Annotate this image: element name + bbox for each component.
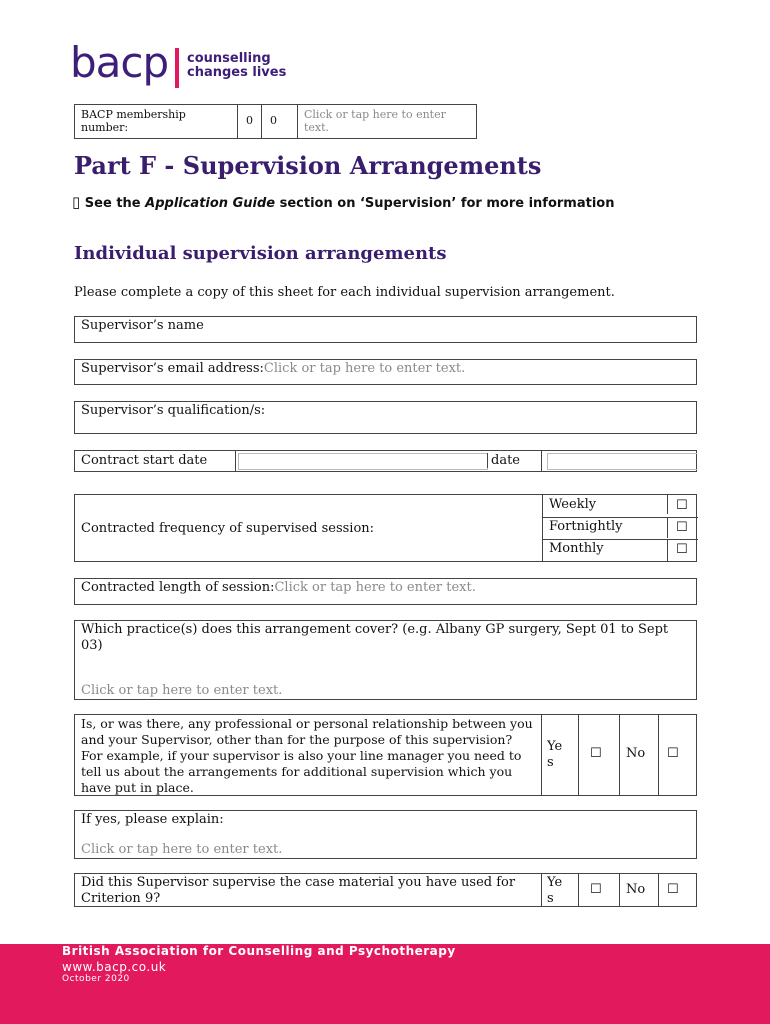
frequency-options <box>542 495 697 561</box>
footer-url[interactable]: www.bacp.co.uk <box>62 960 167 974</box>
criterion-question: Did this Supervisor supervise the case material you have used for Criterion 9? <box>81 875 516 906</box>
practice-field[interactable]: Which practice(s) does this arrangement cover? (e.g. Albany GP surgery, Sept 01 to Sept 03) Click or tap here to enter text. <box>74 620 697 700</box>
contract-dates-row <box>74 450 697 472</box>
criterion-no-label: No <box>619 874 658 906</box>
supervisor-name-field[interactable]: Supervisor’s name <box>74 316 697 343</box>
contract-end-label: date <box>487 453 520 468</box>
checkbox-weekly[interactable]: ☐ <box>667 495 698 514</box>
relationship-yes-label: Yes <box>541 715 578 795</box>
logo-brand: bacp <box>70 38 169 87</box>
logo-tagline-1: counselling <box>187 51 271 66</box>
membership-table <box>74 104 477 139</box>
explain-field[interactable]: If yes, please explain: Click or tap here to enter text. <box>74 810 697 859</box>
frequency-weekly[interactable]: Weekly ☐ <box>543 495 698 518</box>
membership-label: BACP membership number: <box>81 108 186 134</box>
footer-org: British Association for Counselling and Psychotherapy <box>62 944 456 958</box>
guide-note: ▯ See the Application Guide section on ‘Supervision’ for more information <box>72 193 615 211</box>
footer <box>0 944 770 1024</box>
membership-digit-1[interactable]: 0 <box>237 105 261 138</box>
contract-start-label: Contract start date <box>81 453 208 468</box>
info-icon: ▯ <box>72 193 81 211</box>
frequency-monthly[interactable]: Monthly ☐ <box>543 539 698 561</box>
criterion-yes-label: Yes <box>541 874 578 906</box>
criterion-no-checkbox[interactable]: ☐ <box>658 874 696 906</box>
section-title: Individual supervision arrangements <box>74 243 447 264</box>
intro-text: Please complete a copy of this sheet for each individual supervision arrangement. <box>74 285 615 300</box>
checkbox-fortnightly[interactable]: ☐ <box>667 517 698 538</box>
session-length-field[interactable]: Contracted length of session:Click or tap here to enter text. <box>74 578 697 605</box>
contract-start-inner-box <box>238 453 488 470</box>
supervisor-email-field[interactable]: Supervisor’s email address:Click or tap here to enter text. <box>74 359 697 385</box>
frequency-label: Contracted frequency of supervised session: <box>81 521 375 536</box>
logo-tagline-2: changes lives <box>187 65 287 80</box>
frequency-table <box>74 494 697 562</box>
relationship-question: Is, or was there, any professional or personal relationship between you and your Supervisor, other than for the purpose of this supervision? For example, if your supervisor is also your line manager you need to tell us about the arrangements for additional supervision which you have put in place. <box>81 716 533 795</box>
logo-divider <box>175 48 179 88</box>
criterion-yes-checkbox[interactable]: ☐ <box>578 874 619 906</box>
relationship-table <box>74 714 697 796</box>
supervisor-qualification-field[interactable]: Supervisor’s qualification/s: <box>74 401 697 434</box>
footer-date: October 2020 <box>62 974 130 984</box>
frequency-fortnightly[interactable]: Fortnightly ☐ <box>543 517 698 540</box>
page-title: Part F - Supervision Arrangements <box>74 151 542 180</box>
membership-number-input[interactable]: Click or tap here to enter text. <box>297 105 477 138</box>
checkbox-monthly[interactable]: ☐ <box>667 539 698 561</box>
relationship-no-checkbox[interactable]: ☐ <box>658 715 696 795</box>
criterion-table <box>74 873 697 907</box>
relationship-no-label: No <box>619 715 658 795</box>
relationship-yes-checkbox[interactable]: ☐ <box>578 715 619 795</box>
contract-end-inner-box <box>547 453 697 470</box>
membership-digit-2[interactable]: 0 <box>261 105 285 138</box>
bacp-logo <box>70 38 310 92</box>
